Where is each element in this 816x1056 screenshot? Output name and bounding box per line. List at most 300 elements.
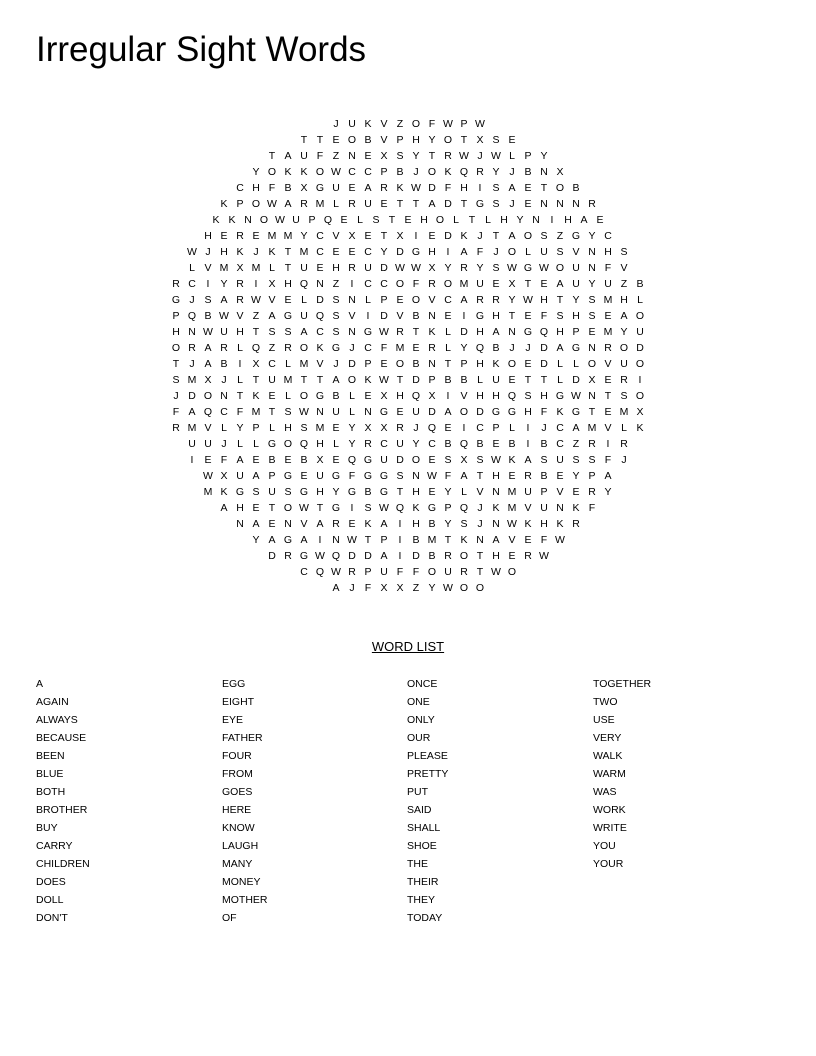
grid-letter: V xyxy=(524,502,532,514)
word-list-item: VERY xyxy=(593,732,622,744)
grid-letter: N xyxy=(588,342,596,354)
grid-letter: B xyxy=(412,358,420,370)
grid-letter: J xyxy=(509,166,515,178)
grid-row xyxy=(0,180,816,196)
grid-letter: R xyxy=(524,550,532,562)
grid-letter: X xyxy=(396,230,404,242)
word-list-item: FOUR xyxy=(222,750,252,762)
page-title: Irregular Sight Words xyxy=(36,30,367,69)
grid-letter: S xyxy=(588,294,596,306)
grid-letter: P xyxy=(308,214,316,226)
grid-letter: O xyxy=(347,374,357,386)
grid-letter: E xyxy=(540,278,548,290)
grid-letter: B xyxy=(220,358,228,370)
grid-letter: P xyxy=(268,470,276,482)
grid-letter: R xyxy=(172,422,180,434)
grid-letter: H xyxy=(540,294,548,306)
grid-letter: F xyxy=(316,150,324,162)
grid-letter: P xyxy=(380,166,388,178)
grid-letter: E xyxy=(444,310,452,322)
grid-letter: L xyxy=(221,422,227,434)
grid-letter: H xyxy=(460,182,468,194)
grid-letter: A xyxy=(524,454,532,466)
grid-letter: G xyxy=(379,486,389,498)
grid-letter: L xyxy=(573,358,579,370)
grid-letter: R xyxy=(444,150,452,162)
grid-letter: E xyxy=(332,134,340,146)
grid-letter: C xyxy=(316,230,324,242)
grid-letter: V xyxy=(428,294,436,306)
grid-letter: Y xyxy=(540,150,548,162)
grid-letter: S xyxy=(284,486,292,498)
grid-letter: A xyxy=(252,470,260,482)
grid-letter: V xyxy=(300,518,308,530)
grid-row xyxy=(0,212,816,228)
grid-letter: F xyxy=(540,310,548,322)
grid-letter: H xyxy=(236,326,244,338)
grid-letter: I xyxy=(550,214,554,226)
grid-letter: E xyxy=(508,470,516,482)
grid-letter: K xyxy=(220,198,228,210)
grid-letter: I xyxy=(478,182,482,194)
grid-letter: N xyxy=(492,518,500,530)
grid-letter: M xyxy=(603,326,613,338)
grid-letter: P xyxy=(396,134,404,146)
grid-letter: X xyxy=(460,454,468,466)
grid-letter: O xyxy=(635,358,645,370)
grid-letter: I xyxy=(638,374,642,386)
word-list-column xyxy=(593,675,773,873)
grid-letter: S xyxy=(268,326,276,338)
grid-letter: H xyxy=(540,518,548,530)
grid-letter: V xyxy=(604,422,612,434)
grid-letter: A xyxy=(188,406,196,418)
grid-letter: N xyxy=(508,326,516,338)
grid-letter: X xyxy=(508,278,516,290)
grid-letter: Y xyxy=(428,582,436,594)
grid-letter: I xyxy=(206,278,210,290)
grid-letter: E xyxy=(428,230,436,242)
grid-letter: P xyxy=(380,534,388,546)
grid-letter: J xyxy=(333,358,339,370)
grid-letter: Y xyxy=(460,342,468,354)
grid-letter: L xyxy=(485,214,491,226)
grid-letter: S xyxy=(588,454,596,466)
grid-letter: N xyxy=(220,390,228,402)
grid-letter: R xyxy=(620,438,628,450)
grid-letter: E xyxy=(348,518,356,530)
grid-letter: D xyxy=(540,358,548,370)
grid-letter: O xyxy=(427,166,437,178)
grid-letter: A xyxy=(508,230,516,242)
grid-letter: M xyxy=(427,534,437,546)
grid-letter: G xyxy=(379,406,389,418)
word-list-item: PRETTY xyxy=(407,768,449,780)
grid-letter: R xyxy=(588,486,596,498)
grid-letter: Q xyxy=(299,438,309,450)
grid-letter: O xyxy=(635,310,645,322)
word-list-item: EIGHT xyxy=(222,696,255,708)
grid-letter: M xyxy=(507,502,517,514)
grid-letter: E xyxy=(332,422,340,434)
grid-letter: S xyxy=(492,262,500,274)
grid-letter: D xyxy=(460,326,468,338)
grid-letter: U xyxy=(292,214,300,226)
grid-letter: F xyxy=(412,566,420,578)
grid-letter: I xyxy=(318,534,322,546)
grid-letter: C xyxy=(364,166,372,178)
grid-letter: V xyxy=(396,310,404,322)
grid-letter: K xyxy=(236,246,244,258)
grid-letter: U xyxy=(188,438,196,450)
word-list-item: ONCE xyxy=(407,678,438,690)
grid-letter: S xyxy=(556,246,564,258)
grid-letter: G xyxy=(315,390,325,402)
grid-letter: R xyxy=(396,422,404,434)
grid-letter: Y xyxy=(588,278,596,290)
grid-letter: T xyxy=(444,358,452,370)
grid-letter: V xyxy=(332,230,340,242)
word-list-item: BEEN xyxy=(36,750,65,762)
grid-letter: H xyxy=(500,214,508,226)
grid-row xyxy=(0,484,816,500)
grid-letter: U xyxy=(620,358,628,370)
grid-letter: S xyxy=(284,326,292,338)
grid-letter: R xyxy=(428,278,436,290)
grid-letter: P xyxy=(380,294,388,306)
grid-letter: J xyxy=(621,454,627,466)
grid-letter: W xyxy=(379,326,389,338)
grid-letter: G xyxy=(475,310,485,322)
grid-letter: G xyxy=(571,230,581,242)
grid-letter: R xyxy=(188,342,196,354)
grid-letter: N xyxy=(588,262,596,274)
grid-letter: D xyxy=(348,358,356,370)
grid-letter: J xyxy=(205,246,211,258)
grid-letter: K xyxy=(412,502,420,514)
grid-row xyxy=(0,372,816,388)
word-list-item: DON'T xyxy=(36,912,68,924)
grid-letter: R xyxy=(460,566,468,578)
grid-letter: B xyxy=(636,278,644,290)
grid-letter: A xyxy=(460,470,468,482)
grid-letter: Y xyxy=(476,262,484,274)
grid-letter: G xyxy=(235,486,245,498)
grid-letter: K xyxy=(364,118,372,130)
grid-letter: Q xyxy=(459,166,469,178)
grid-letter: P xyxy=(460,118,468,130)
grid-letter: O xyxy=(635,390,645,402)
grid-letter: L xyxy=(453,214,459,226)
grid-letter: P xyxy=(588,470,596,482)
grid-letter: P xyxy=(428,374,436,386)
grid-letter: W xyxy=(331,166,341,178)
grid-letter: E xyxy=(268,518,276,530)
grid-letter: W xyxy=(203,326,213,338)
grid-letter: G xyxy=(283,470,293,482)
grid-letter: A xyxy=(204,342,212,354)
grid-letter: W xyxy=(539,262,549,274)
grid-letter: A xyxy=(268,310,276,322)
grid-letter: T xyxy=(428,150,436,162)
grid-letter: G xyxy=(347,486,357,498)
grid-letter: Y xyxy=(572,294,580,306)
grid-letter: W xyxy=(571,390,581,402)
grid-letter: K xyxy=(364,374,372,386)
grid-letter: M xyxy=(267,230,277,242)
grid-letter: Z xyxy=(268,342,276,354)
grid-letter: O xyxy=(315,166,325,178)
grid-letter: K xyxy=(508,454,516,466)
grid-row xyxy=(0,196,816,212)
grid-letter: K xyxy=(556,406,564,418)
grid-letter: S xyxy=(172,374,180,386)
grid-letter: T xyxy=(316,134,324,146)
grid-letter: D xyxy=(476,406,484,418)
grid-letter: H xyxy=(428,246,436,258)
grid-row xyxy=(0,324,816,340)
grid-letter: L xyxy=(349,406,355,418)
grid-letter: U xyxy=(396,438,404,450)
grid-letter: R xyxy=(380,182,388,194)
grid-letter: A xyxy=(572,422,580,434)
grid-letter: E xyxy=(364,390,372,402)
grid-letter: F xyxy=(604,454,612,466)
grid-row xyxy=(0,532,816,548)
grid-letter: N xyxy=(332,534,340,546)
grid-letter: Y xyxy=(380,246,388,258)
grid-letter: R xyxy=(364,438,372,450)
grid-letter: M xyxy=(459,278,469,290)
grid-letter: W xyxy=(475,118,485,130)
grid-letter: T xyxy=(268,150,276,162)
grid-letter: T xyxy=(492,230,500,242)
grid-letter: P xyxy=(172,310,180,322)
grid-letter: R xyxy=(572,518,580,530)
grid-row xyxy=(0,292,816,308)
word-list-item: ONLY xyxy=(407,714,435,726)
grid-letter: L xyxy=(509,422,515,434)
word-list-item: THEIR xyxy=(407,876,439,888)
word-list-item: BROTHER xyxy=(36,804,88,816)
grid-letter: Q xyxy=(323,214,333,226)
grid-letter: J xyxy=(477,150,483,162)
grid-letter: M xyxy=(187,374,197,386)
grid-letter: N xyxy=(348,150,356,162)
grid-letter: C xyxy=(556,422,564,434)
grid-letter: H xyxy=(316,486,324,498)
grid-letter: J xyxy=(525,342,531,354)
grid-letter: R xyxy=(236,294,244,306)
grid-letter: H xyxy=(412,518,420,530)
grid-letter: Q xyxy=(315,566,325,578)
grid-letter: D xyxy=(364,550,372,562)
grid-letter: E xyxy=(508,134,516,146)
grid-letter: T xyxy=(476,550,484,562)
grid-letter: H xyxy=(204,230,212,242)
grid-letter: K xyxy=(220,486,228,498)
grid-letter: A xyxy=(556,278,564,290)
grid-letter: Q xyxy=(539,326,549,338)
grid-letter: I xyxy=(414,230,418,242)
grid-letter: W xyxy=(411,182,421,194)
grid-letter: A xyxy=(236,454,244,466)
grid-letter: S xyxy=(492,134,500,146)
grid-letter: M xyxy=(395,342,405,354)
grid-letter: W xyxy=(347,534,357,546)
word-list-column xyxy=(36,675,216,927)
grid-letter: F xyxy=(604,262,612,274)
grid-letter: E xyxy=(508,374,516,386)
grid-letter: I xyxy=(526,422,530,434)
grid-letter: G xyxy=(411,246,421,258)
word-list-item: BLUE xyxy=(36,768,64,780)
grid-letter: W xyxy=(187,246,197,258)
grid-letter: E xyxy=(252,230,260,242)
grid-letter: S xyxy=(332,310,340,322)
grid-letter: A xyxy=(460,246,468,258)
grid-letter: R xyxy=(172,278,180,290)
grid-letter: Y xyxy=(444,262,452,274)
grid-letter: L xyxy=(301,294,307,306)
grid-letter: H xyxy=(220,246,228,258)
grid-letter: O xyxy=(555,262,565,274)
grid-letter: G xyxy=(283,310,293,322)
word-list-item: BECAUSE xyxy=(36,732,87,744)
grid-letter: R xyxy=(236,278,244,290)
grid-letter: S xyxy=(572,454,580,466)
grid-letter: X xyxy=(380,150,388,162)
grid-letter: S xyxy=(204,294,212,306)
grid-letter: D xyxy=(396,246,404,258)
grid-letter: C xyxy=(316,326,324,338)
grid-letter: F xyxy=(540,534,548,546)
grid-letter: J xyxy=(477,502,483,514)
grid-letter: X xyxy=(380,422,388,434)
word-list-heading: WORD LIST xyxy=(371,639,445,654)
grid-letter: N xyxy=(316,406,324,418)
grid-letter: C xyxy=(476,422,484,434)
grid-letter: Y xyxy=(252,534,260,546)
grid-letter: R xyxy=(476,166,484,178)
grid-letter: J xyxy=(333,118,339,130)
grid-letter: T xyxy=(524,374,532,386)
grid-letter: E xyxy=(412,342,420,354)
word-list-item: TOGETHER xyxy=(593,678,652,690)
grid-letter: H xyxy=(420,214,428,226)
grid-letter: W xyxy=(491,150,501,162)
grid-letter: S xyxy=(252,486,260,498)
grid-letter: Z xyxy=(556,230,564,242)
grid-letter: H xyxy=(172,326,180,338)
grid-letter: D xyxy=(412,374,420,386)
grid-row xyxy=(0,356,816,372)
grid-letter: U xyxy=(316,470,324,482)
grid-letter: E xyxy=(252,454,260,466)
grid-letter: S xyxy=(396,150,404,162)
grid-letter: T xyxy=(444,534,452,546)
grid-letter: J xyxy=(349,582,355,594)
grid-letter: E xyxy=(524,310,532,322)
grid-letter: D xyxy=(188,390,196,402)
word-list-item: SAID xyxy=(407,804,432,816)
grid-letter: R xyxy=(588,438,596,450)
grid-letter: G xyxy=(379,470,389,482)
grid-letter: O xyxy=(395,358,405,370)
grid-letter: Y xyxy=(444,486,452,498)
grid-letter: X xyxy=(268,278,276,290)
grid-letter: M xyxy=(283,230,293,242)
grid-letter: V xyxy=(204,262,212,274)
grid-letter: O xyxy=(507,566,517,578)
grid-row xyxy=(0,516,816,532)
grid-letter: B xyxy=(492,342,500,354)
grid-letter: H xyxy=(564,214,572,226)
grid-letter: N xyxy=(236,518,244,530)
grid-letter: B xyxy=(284,182,292,194)
grid-letter: I xyxy=(350,278,354,290)
grid-letter: A xyxy=(300,534,308,546)
grid-letter: N xyxy=(556,198,564,210)
word-list-item: BOTH xyxy=(36,786,66,798)
grid-letter: G xyxy=(523,326,533,338)
word-list-item: THEY xyxy=(407,894,436,906)
grid-letter: I xyxy=(398,518,402,530)
grid-letter: W xyxy=(331,566,341,578)
grid-letter: V xyxy=(268,294,276,306)
grid-row xyxy=(0,452,816,468)
grid-letter: L xyxy=(237,438,243,450)
grid-row xyxy=(0,308,816,324)
grid-letter: E xyxy=(364,150,372,162)
grid-letter: E xyxy=(572,486,580,498)
grid-letter: I xyxy=(606,438,610,450)
grid-row xyxy=(0,340,816,356)
grid-letter: D xyxy=(540,342,548,354)
grid-letter: Q xyxy=(395,502,405,514)
grid-letter: I xyxy=(446,246,450,258)
grid-letter: T xyxy=(316,374,324,386)
grid-letter: J xyxy=(221,438,227,450)
grid-letter: T xyxy=(268,406,276,418)
grid-letter: H xyxy=(284,278,292,290)
grid-letter: V xyxy=(348,310,356,322)
grid-letter: W xyxy=(459,150,469,162)
grid-letter: O xyxy=(427,566,437,578)
grid-letter: L xyxy=(285,358,291,370)
grid-letter: X xyxy=(396,582,404,594)
grid-letter: K xyxy=(556,518,564,530)
grid-row xyxy=(0,228,816,244)
grid-letter: Y xyxy=(412,150,420,162)
grid-letter: W xyxy=(491,566,501,578)
grid-letter: A xyxy=(492,534,500,546)
grid-letter: J xyxy=(413,422,419,434)
grid-letter: N xyxy=(540,166,548,178)
grid-letter: U xyxy=(572,262,580,274)
grid-letter: O xyxy=(587,358,597,370)
grid-letter: T xyxy=(172,358,180,370)
grid-letter: E xyxy=(596,214,604,226)
grid-letter: A xyxy=(204,358,212,370)
grid-letter: D xyxy=(444,230,452,242)
grid-letter: E xyxy=(492,278,500,290)
grid-letter: J xyxy=(509,342,515,354)
grid-letter: F xyxy=(268,182,276,194)
grid-letter: L xyxy=(637,294,643,306)
grid-letter: A xyxy=(508,182,516,194)
grid-letter: Q xyxy=(459,438,469,450)
